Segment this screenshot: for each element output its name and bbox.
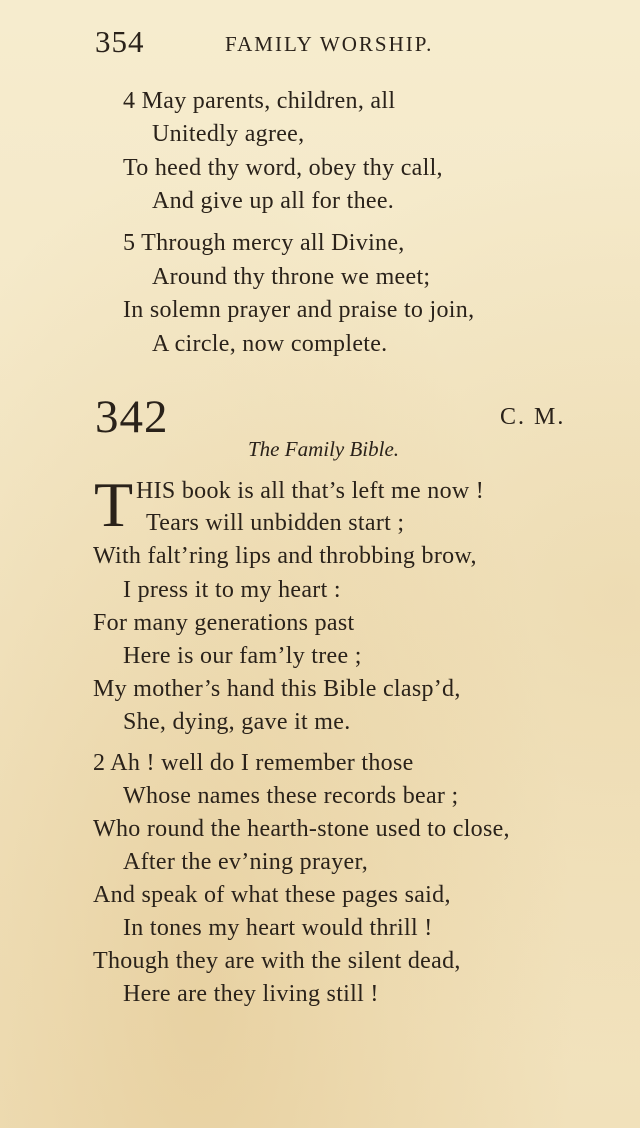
page-number: 354 bbox=[95, 24, 145, 59]
verse-line: Whose names these records bear ; bbox=[123, 783, 459, 809]
verse-line: HIS book is all that’s left me now ! bbox=[136, 478, 485, 504]
verse-line: Around thy throne we meet; bbox=[152, 264, 431, 290]
hymn-title: The Family Bible. bbox=[248, 437, 400, 461]
verse-line: In solemn prayer and praise to join, bbox=[123, 297, 475, 323]
verse-line: Unitedly agree, bbox=[152, 121, 305, 147]
verse-line: I press it to my heart : bbox=[123, 577, 341, 603]
verse-line: Here are they living still ! bbox=[123, 981, 379, 1007]
verse-line: 4 May parents, children, all bbox=[123, 88, 396, 114]
verse-line: For many generations past bbox=[93, 610, 355, 636]
verse-line: And speak of what these pages said, bbox=[93, 882, 451, 908]
hymn-meter: C. M. bbox=[500, 404, 566, 430]
verse-line: Though they are with the silent dead, bbox=[93, 948, 461, 974]
verse-line: 5 Through mercy all Divine, bbox=[123, 230, 405, 256]
verse-line: And give up all for thee. bbox=[152, 188, 395, 214]
hymn-number: 342 bbox=[95, 391, 169, 443]
verse-line: To heed thy word, obey thy call, bbox=[123, 155, 443, 181]
verse-line: Who round the hearth-stone used to close, bbox=[93, 816, 510, 842]
verse-line: A circle, now complete. bbox=[152, 331, 388, 357]
verse-line: She, dying, gave it me. bbox=[123, 709, 351, 735]
verse-line: My mother’s hand this Bible clasp’d, bbox=[93, 676, 461, 702]
verse-line: 2 Ah ! well do I remember those bbox=[93, 750, 414, 776]
running-title: FAMILY WORSHIP. bbox=[225, 32, 434, 56]
verse-line: In tones my heart would thrill ! bbox=[123, 915, 433, 941]
verse-line: With falt’ring lips and throbbing brow, bbox=[93, 543, 477, 569]
drop-cap: T bbox=[94, 469, 134, 540]
verse-line: Here is our fam’ly tree ; bbox=[123, 643, 362, 669]
verse-line: After the ev’ning prayer, bbox=[123, 849, 369, 875]
verse-line: Tears will unbidden start ; bbox=[146, 510, 405, 536]
